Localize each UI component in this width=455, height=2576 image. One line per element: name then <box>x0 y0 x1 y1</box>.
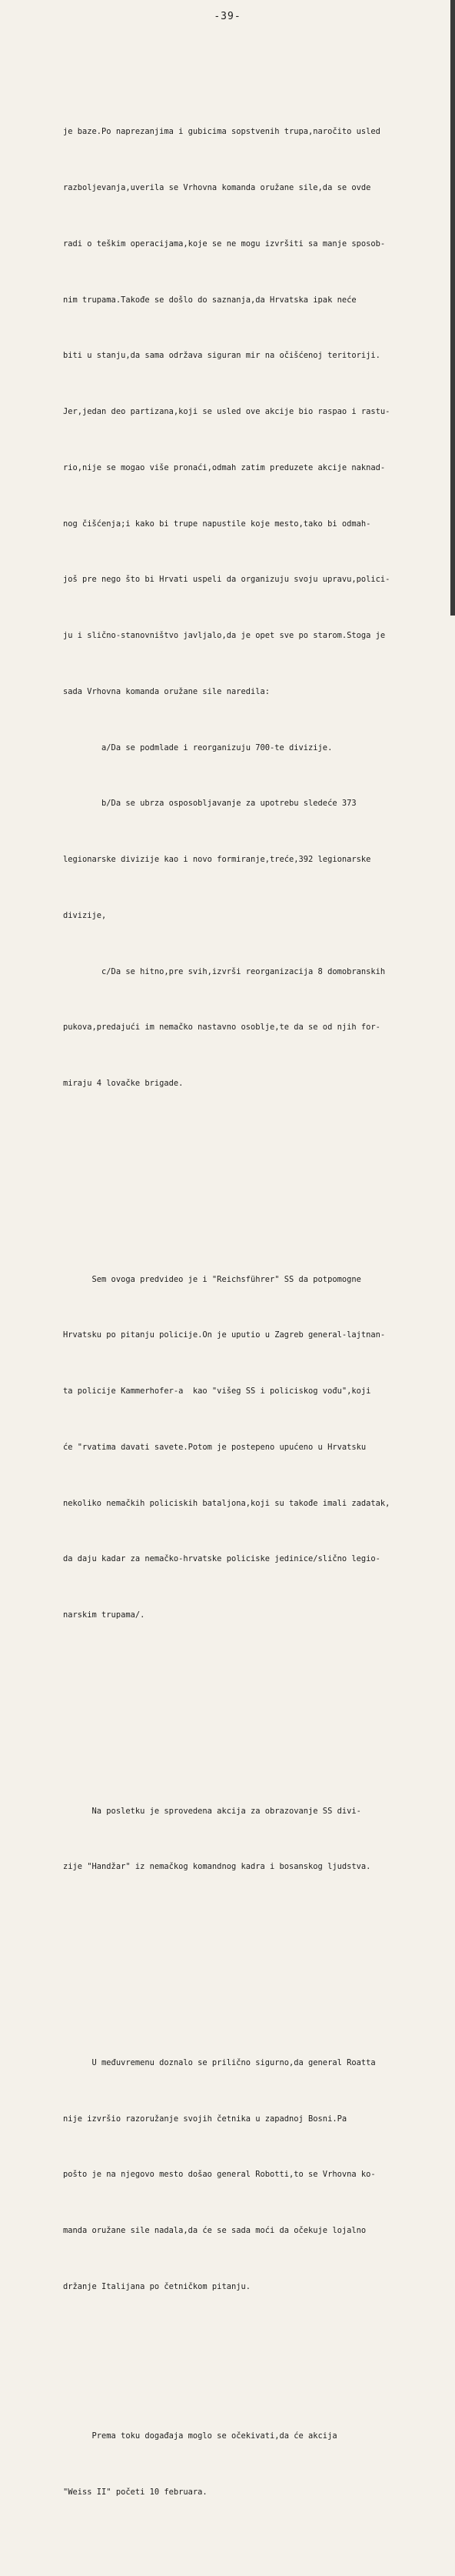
text-line: legionarske divizije kao i novo formiranje,treće,392 legionarske <box>63 855 371 864</box>
document-body <box>63 29 446 2576</box>
paragraph-2 <box>63 1233 446 1662</box>
text-line: zije "Handžar" iz nemačkog komandnog kadra i bosanskog ljudstva. <box>63 1862 371 1872</box>
text-line: sada Vrhovna komanda oružane sile naredila: <box>63 686 270 696</box>
text-line: pošto je na njegovo mesto došao general Robotti,to se Vrhovna ko- <box>63 2170 376 2180</box>
text-line: nog čišćenja;i kako bi trupe napustile koje mesto,tako bi odmah- <box>63 519 371 529</box>
list-item-c: c/Da se hitno,pre svih,izvrši reorganizacija 8 domobranskih <box>63 966 386 976</box>
text-line: je baze.Po naprezanjima i gubicima sopstvenih trupa,naročito usled <box>63 127 380 137</box>
paragraph-4 <box>63 2016 446 2333</box>
text-line: Hrvatsku po pitanju policije.On je uputio u Zagreb general-lajtnan- <box>63 1330 386 1340</box>
text-line: ta policije Kammerhofer-a kao "višeg SS i policiskog vođu",koji <box>63 1386 371 1396</box>
text-line: Na posletku je sprovedena akcija za obrazovanje SS divi- <box>63 1806 361 1816</box>
text-line: divizije, <box>63 910 107 920</box>
text-line: nim trupama.Takođe se došlo do saznanja,da Hrvatska ipak neće <box>63 295 357 305</box>
text-line: razboljevanja,uverila se Vrhovna komanda oružane sile,da se ovde <box>63 183 371 192</box>
text-line: biti u stanju,da sama održava siguran mir na očišćenoj teritoriji. <box>63 351 380 361</box>
text-line: radi o teškim operacijama,koje se ne mogu izvršiti sa manje sposob- <box>63 239 386 249</box>
list-item-b: b/Da se ubrza osposobljavanje za upotrebu sledeće 373 <box>63 799 357 809</box>
text-line: Jer,jedan deo partizana,koji se usled ove akcije bio raspao i rastu- <box>63 407 390 416</box>
text-line: ju i slično-stanovništvo javljalo,da je opet sve po starom.Stoga je <box>63 631 386 640</box>
text-line: još pre nego što bi Hrvati uspeli da organizuju svoju upravu,polici- <box>63 575 390 585</box>
text-line: držanje Italijana po četničkom pitanju. <box>63 2281 251 2291</box>
text-line: će "rvatima davati savete.Potom je postepeno upućeno u Hrvatsku <box>63 1442 367 1452</box>
text-line: U međuvremenu doznalo se prilično sigurno,da general Roatta <box>63 2057 376 2067</box>
text-line: Sem ovoga predvideo je i "Reichsführer" SS da potpomogne <box>63 1274 361 1284</box>
text-line: nije izvršio razoružanje svojih četnika u zapadnoj Bosni.Pa <box>63 2114 347 2124</box>
page-number: -39- <box>214 11 241 22</box>
text-line: rio,nije se mogao više pronaći,odmah zatim preduzete akcije naknad- <box>63 462 386 472</box>
text-line: manda oružane sile nadala,da će se sada moći da očekuje lojalno <box>63 2226 367 2235</box>
text-line: miraju 4 lovačke brigade. <box>63 1079 184 1088</box>
text-line: da daju kadar za nemačko-hrvatske policiske jedinice/slično legio- <box>63 1554 380 1564</box>
text-line: "Weiss II" početi 10 februara. <box>63 2487 208 2497</box>
paragraph-1 <box>63 85 446 1130</box>
text-line: pukova,predajući im nemačko nastavno osoblje,te da se od njih for- <box>63 1023 380 1033</box>
text-line: narskim trupama/. <box>63 1610 145 1620</box>
paragraph-5 <box>63 2389 446 2538</box>
text-line: nekoliko nemačkih policiskih bataljona,koji su takođe imali zadatak, <box>63 1498 390 1508</box>
list-item-a: a/Da se podmlade i reorganizuju 700-te divizije. <box>63 742 333 752</box>
paragraph-3 <box>63 1764 446 1914</box>
text-line: Prema toku događaja moglo se očekivati,da će akcija <box>63 2431 337 2441</box>
